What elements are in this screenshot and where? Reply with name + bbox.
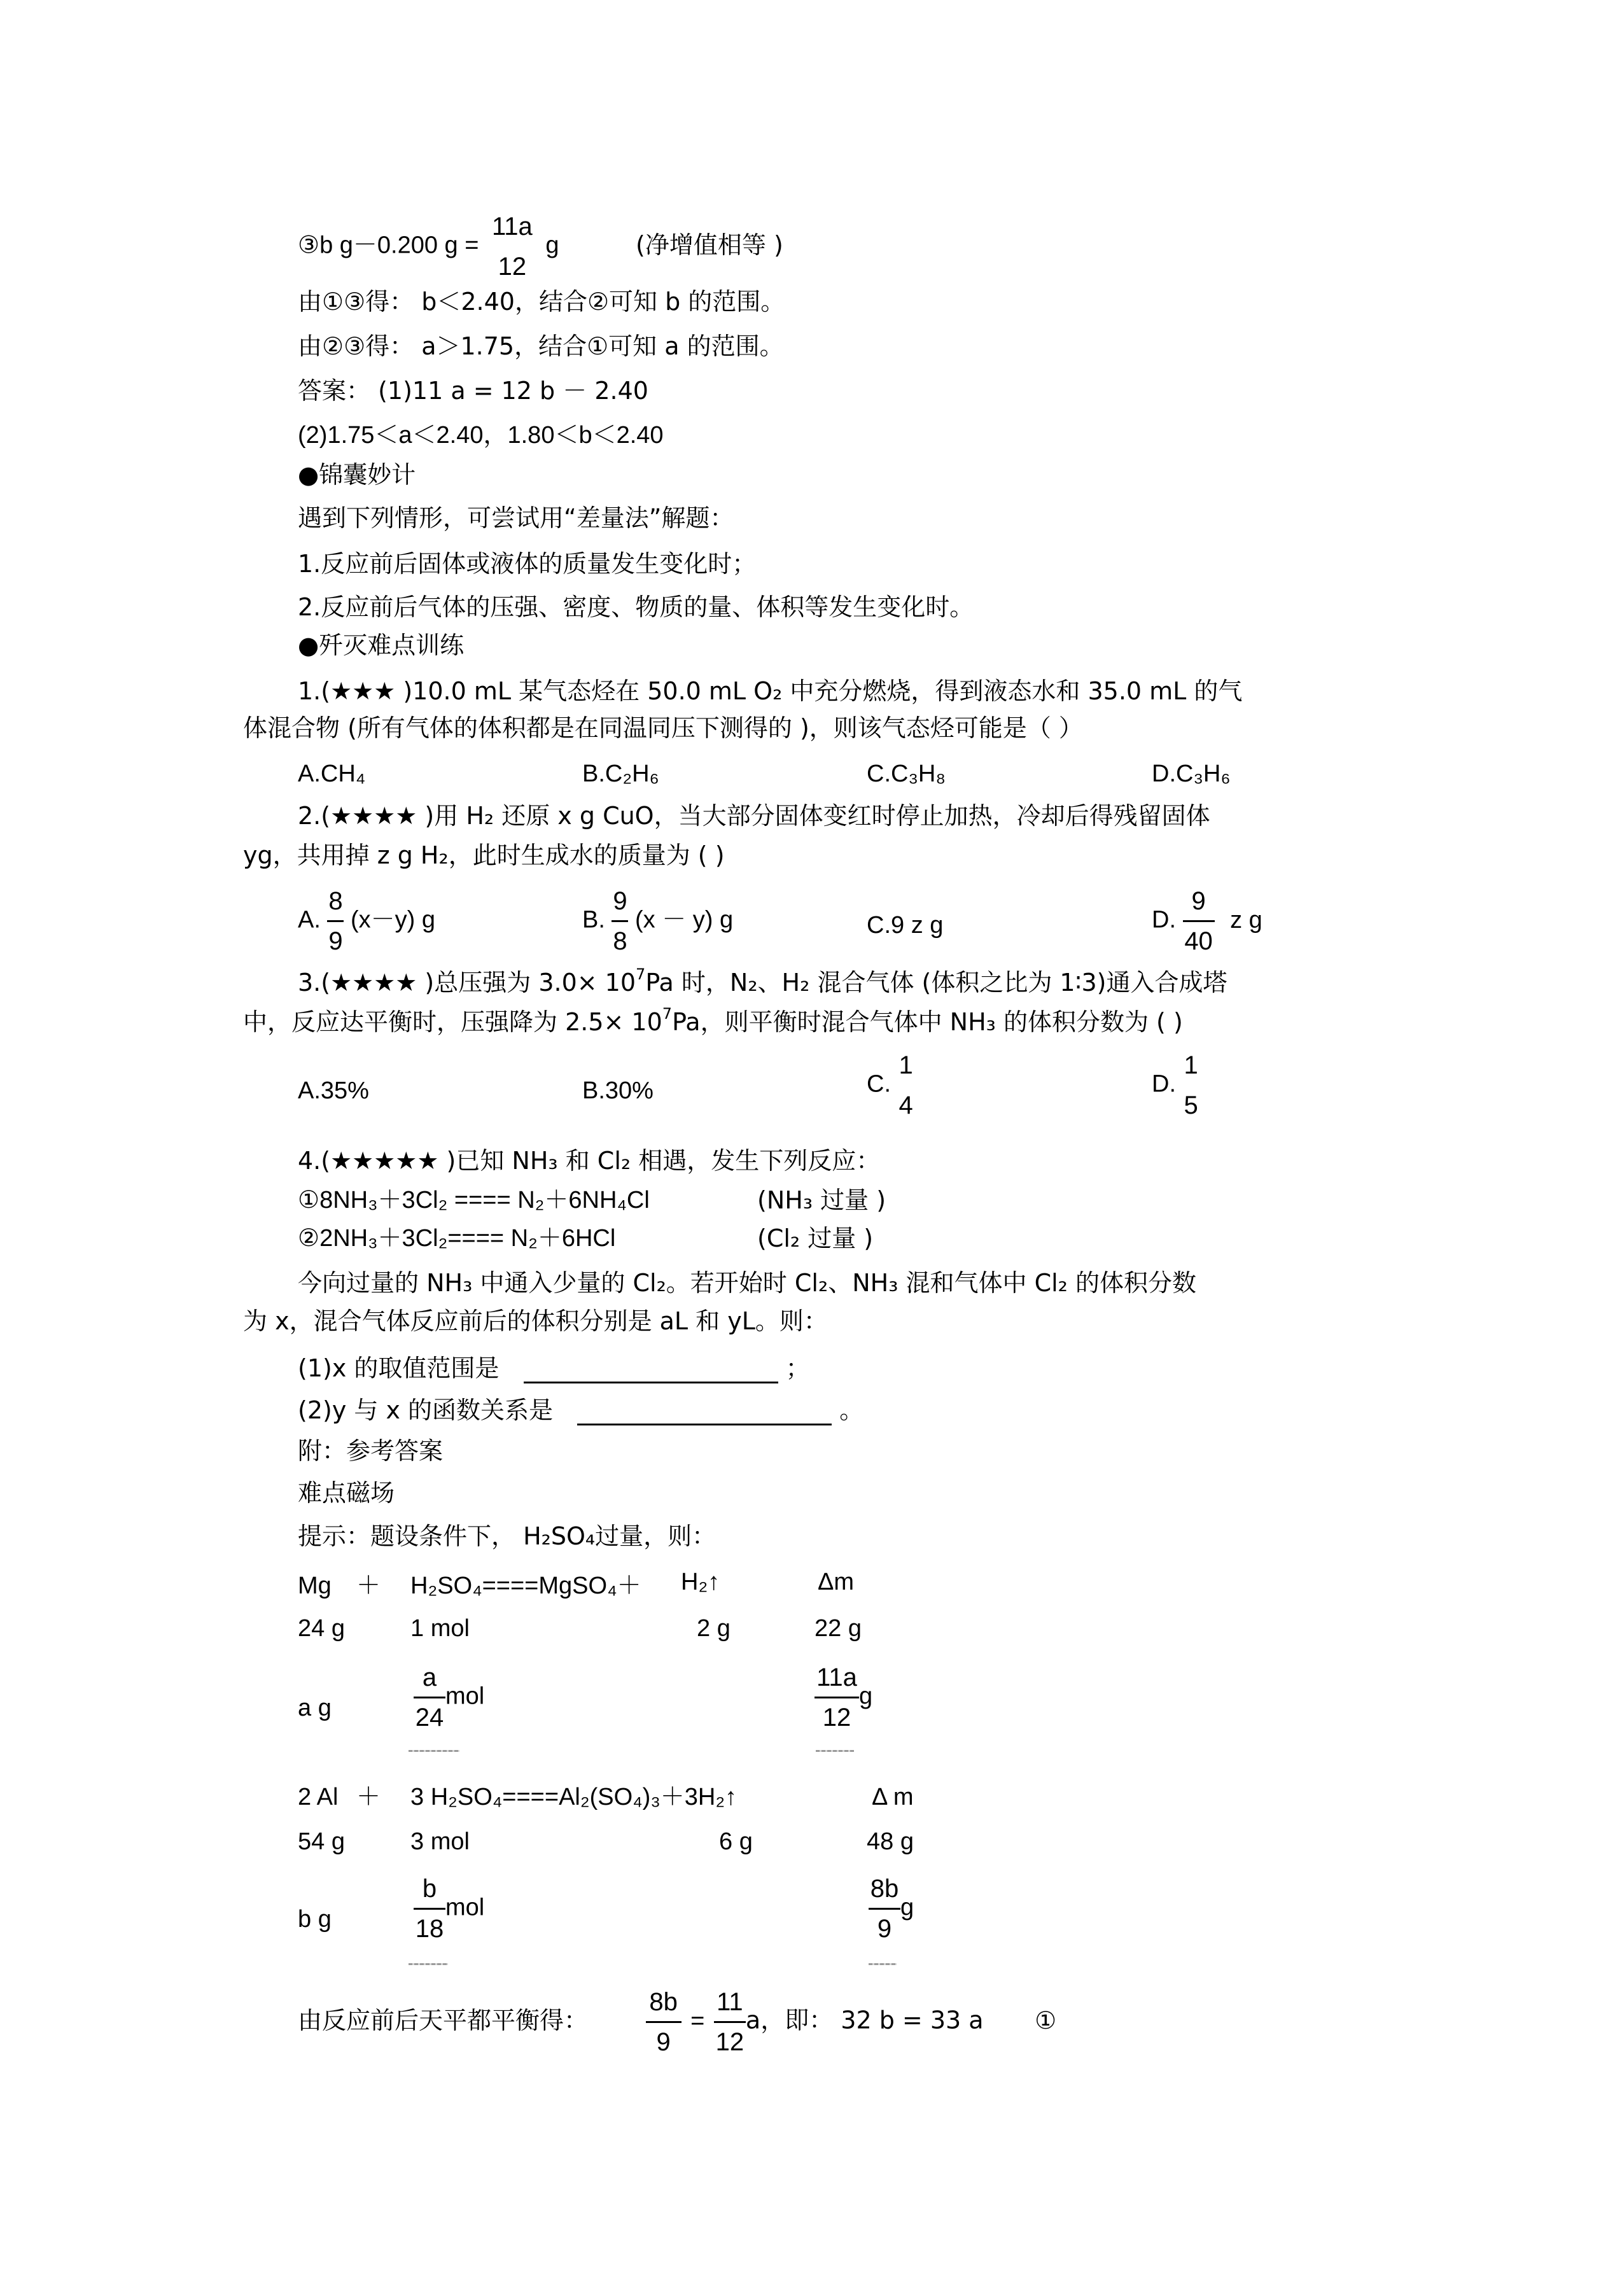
mg-row3-frac2: $\frac{11a}{12}$ g (814, 1661, 872, 1734)
q4-line3: 为 x，混合气体反应前后的体积分别是 aL 和 yL。则： (243, 1307, 828, 1335)
mg-row3-frac1: $\frac{a}{24}$ mol (414, 1661, 484, 1734)
mg-row2-d: 22 g (814, 1615, 862, 1642)
al-eq-plus: ＋ (356, 1784, 381, 1810)
tips-heading: ●锦囊妙计 (298, 461, 416, 489)
mg-row2-b: 1 mol (410, 1615, 470, 1642)
mg-eq-body: H₂SO₄====MgSO₄＋ (410, 1572, 641, 1599)
q1-line1: 1.(★★★ )10.0 mL 某气态烃在 50.0 mL O₂ 中充分燃烧，得到液态水和 35.0 mL 的气 (298, 677, 1243, 705)
answer-2: (2)1.75＜a＜2.40，1.80＜b＜2.40 (298, 422, 664, 449)
a-range-line: 由②③得： a＞1.75，结合①可知 a 的范围。 (298, 332, 784, 360)
mg-eq-reactant: Mg (298, 1572, 332, 1599)
q2-a-fraction: $\frac{8}{9}$ (328, 887, 343, 955)
al-row3-frac2: $\frac{8b}{9}$ g (869, 1872, 914, 1945)
mg-row2-a: 24 g (298, 1615, 345, 1642)
balance-left-fraction: $\frac{8b}{9}$ (646, 1985, 682, 2059)
q1-option-a[interactable]: A.CH₄ (298, 760, 366, 787)
al-row2-c: 6 g (719, 1828, 753, 1855)
mg-underline-1 (409, 1750, 459, 1752)
q3-option-a[interactable]: A.35% (298, 1077, 369, 1104)
al-row2-a: 54 g (298, 1828, 345, 1855)
q4-reaction-2: ②2NH₃＋3Cl₂==== N₂＋6HCl (298, 1225, 616, 1252)
q2-option-c[interactable]: C.9 z g (867, 912, 944, 939)
mg-underline-2 (816, 1750, 854, 1752)
al-eq-dm: Δ m (872, 1784, 914, 1810)
answer-1: 答案： (1)11 a = 12 b － 2.40 (298, 377, 648, 405)
appendix-hint: 提示：题设条件下， H₂SO₄过量，则： (298, 1522, 717, 1550)
answer-blank-1[interactable] (524, 1359, 778, 1383)
q3-c-fraction: 1 4 (898, 1051, 913, 1119)
q2-line2: yg，共用掉 z g H₂，此时生成水的质量为 ( ) (243, 841, 725, 869)
q3-line2: 中，反应达平衡时，压强降为 $2.5\times 10^7Pa$，则平衡时混合气体中 NH₃ 的体积分数为 ( ) (243, 1005, 1183, 1036)
tips-intro: 遇到下列情形，可尝试用“差量法”解题： (298, 504, 734, 532)
mg-eq-h2: H₂↑ (681, 1569, 720, 1595)
tips-item-1: 1.反应前后固体或液体的质量发生变化时； (298, 550, 757, 578)
q3-option-d[interactable]: D. 1 5 (1152, 1049, 1199, 1122)
al-underline-2 (869, 1963, 897, 1965)
appendix-heading: 附：参考答案 (298, 1437, 444, 1465)
q4-sub1: (1)x 的取值范围是 ； (298, 1354, 810, 1382)
q3-d-fraction: 1 5 (1184, 1051, 1198, 1119)
appendix-section: 难点磁场 (298, 1479, 395, 1507)
q2-option-d[interactable]: D. $\frac{9}{40}$ z g (1152, 885, 1262, 958)
eq3-line (298, 210, 783, 283)
al-eq-body: 3 H₂SO₄====Al₂(SO₄)₃＋3H₂↑ (410, 1784, 738, 1810)
balance-right-fraction: $\frac{11}{12}$ (714, 1985, 746, 2059)
q4-reaction-1-note: (NH₃ 过量 ) (757, 1186, 886, 1214)
q3-option-c[interactable]: C. 1 4 (867, 1049, 914, 1122)
q2-line1: 2.(★★★★ )用 H₂ 还原 x g CuO，当大部分固体变红时停止加热，冷却后得残留固体 (298, 802, 1210, 830)
eq3-note: (净增值相等 ) (636, 230, 783, 259)
q4-line1: 4.(★★★★★ )已知 NH₃ 和 Cl₂ 相遇，发生下列反应： (298, 1147, 881, 1175)
al-row2-d: 48 g (867, 1828, 914, 1855)
answer-blank-2[interactable] (577, 1401, 832, 1425)
al-underline-1 (409, 1963, 448, 1965)
tips-item-2: 2.反应前后气体的压强、密度、物质的量、体积等发生变化时。 (298, 593, 974, 621)
q3-option-b[interactable]: B.30% (582, 1077, 654, 1104)
q1-option-c[interactable]: C.C₃H₈ (867, 760, 946, 787)
eq3-fraction: 11a 12 (492, 213, 533, 281)
mg-eq-plus: ＋ (356, 1572, 381, 1599)
q3-line1: 3.(★★★★ )总压强为 $3.0\times 10^7Pa$ 时，N₂、H₂ 混合气体 (体积之比为 1∶3)通入合成塔 (298, 965, 1227, 997)
q2-option-a[interactable]: A. $\frac{8}{9}$ (x－y) g (298, 885, 435, 958)
q1-line2: 体混合物 (所有气体的体积都是在同温同压下测得的 )，则该气态烃可能是（ ） (243, 714, 1083, 742)
q1-option-d[interactable]: D.C₃H₆ (1152, 760, 1231, 787)
q4-sub2: (2)y 与 x 的函数关系是 。 (298, 1396, 864, 1424)
b-range-line: 由①③得： b＜2.40，结合②可知 b 的范围。 (298, 288, 785, 316)
mg-row3-lead: a g (298, 1695, 332, 1721)
q4-line2: 今向过量的 NH₃ 中通入少量的 Cl₂。若开始时 Cl₂、NH₃ 混和气体中 Cl₂ 的体积分数 (298, 1269, 1196, 1297)
eq3-prefix: ③b g－0.200 g = (298, 232, 479, 259)
q4-reaction-2-note: (Cl₂ 过量 ) (757, 1224, 874, 1252)
al-row3-frac1: $\frac{b}{18}$ mol (414, 1872, 484, 1945)
balance-line: 由反应前后天平都平衡得： $\frac{8b}{9}$ = $\frac{11}{12}$ a，即： 32 b = 33 a ① (298, 1985, 1056, 2059)
training-heading: ●歼灭难点训练 (298, 631, 465, 659)
al-row2-b: 3 mol (410, 1828, 470, 1855)
q2-b-fraction: $\frac{9}{8}$ (613, 887, 627, 955)
al-row3-lead: b g (298, 1906, 332, 1933)
q4-reaction-1: ①8NH₃＋3Cl₂ ==== N₂＋6NH₄Cl (298, 1187, 650, 1214)
q2-option-b[interactable]: B. $\frac{9}{8}$ (x － y) g (582, 885, 733, 958)
q1-option-b[interactable]: B.C₂H₆ (582, 760, 659, 787)
q2-d-fraction: $\frac{9}{40}$ (1183, 885, 1215, 958)
eq3-unit: g (545, 232, 559, 259)
mg-eq-dm: Δm (818, 1569, 855, 1595)
al-eq-reactant: 2 Al (298, 1784, 339, 1810)
mg-row2-c: 2 g (697, 1615, 731, 1642)
